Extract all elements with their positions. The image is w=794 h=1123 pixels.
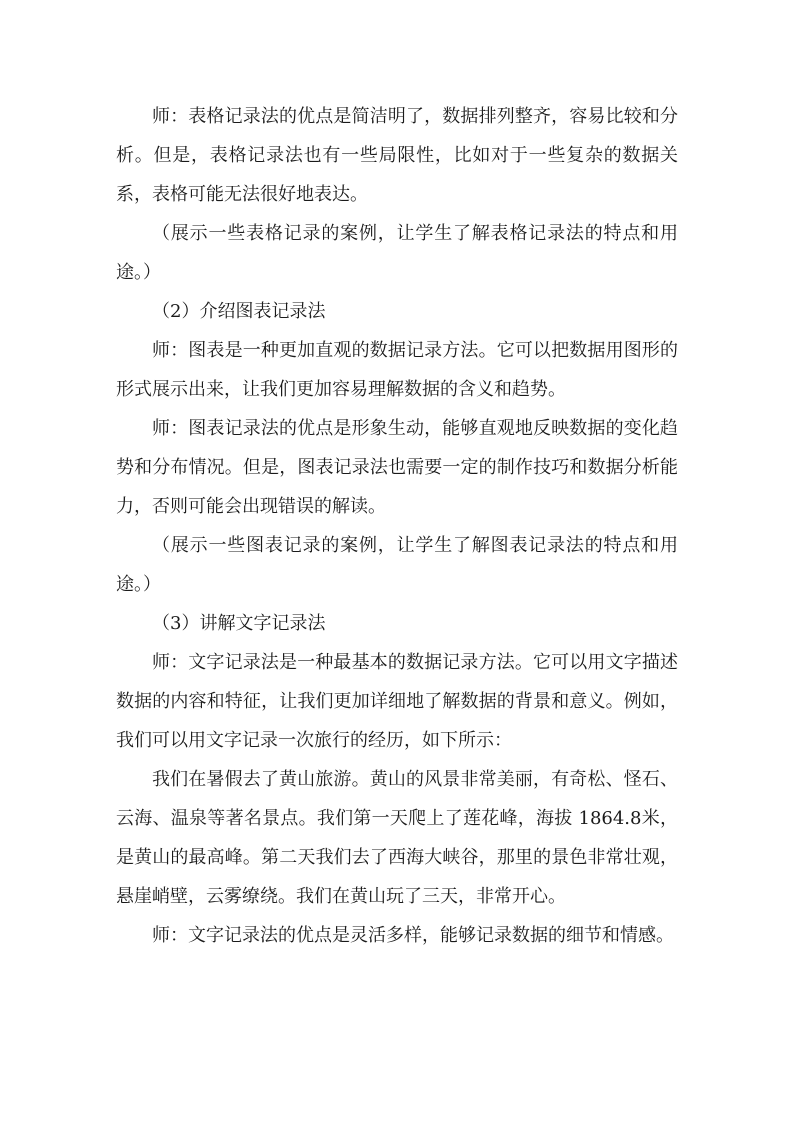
paragraph-table-cases: （展示一些表格记录的案例，让学生了解表格记录法的特点和用途。） xyxy=(116,223,678,283)
heading-chart-method: （2）介绍图表记录法 xyxy=(152,301,326,322)
paragraph-text-advantages: 师：文字记录法的优点是灵活多样，能够记录数据的细节和情感。 xyxy=(152,925,674,946)
heading-text-method: （3）讲解文字记录法 xyxy=(152,613,326,634)
paragraph-travel-example: 我们在暑假去了黄山旅游。黄山的风景非常美丽，有奇松、怪石、云海、温泉等著名景点。我们第一天爬上了莲花峰，海拔 1864.8米，是黄山的最高峰。第二天我们去了西海大峡谷，那里的景色非常壮观，悬崖峭壁，云雾缭绕。我们在黄山玩了三天，非常开心。 xyxy=(116,769,678,907)
paragraph-chart-intro: 师：图表是一种更加直观的数据记录方法。它可以把数据用图形的形式展示出来，让我们更加容易理解数据的含义和趋势。 xyxy=(116,340,678,400)
document-body xyxy=(116,97,678,955)
paragraph-table-advantages: 师：表格记录法的优点是简洁明了，数据排列整齐，容易比较和分析。但是，表格记录法也有一些局限性，比如对于一些复杂的数据关系，表格可能无法很好地表达。 xyxy=(116,106,678,205)
paragraph-text-intro: 师：文字记录法是一种最基本的数据记录方法。它可以用文字描述数据的内容和特征，让我们更加详细地了解数据的背景和意义。例如，我们可以用文字记录一次旅行的经历，如下所示： xyxy=(116,652,678,751)
paragraph-chart-advantages: 师：图表记录法的优点是形象生动，能够直观地反映数据的变化趋势和分布情况。但是，图表记录法也需要一定的制作技巧和数据分析能力，否则可能会出现错误的解读。 xyxy=(116,418,678,517)
paragraph-chart-cases: （展示一些图表记录的案例，让学生了解图表记录法的特点和用途。） xyxy=(116,535,678,595)
